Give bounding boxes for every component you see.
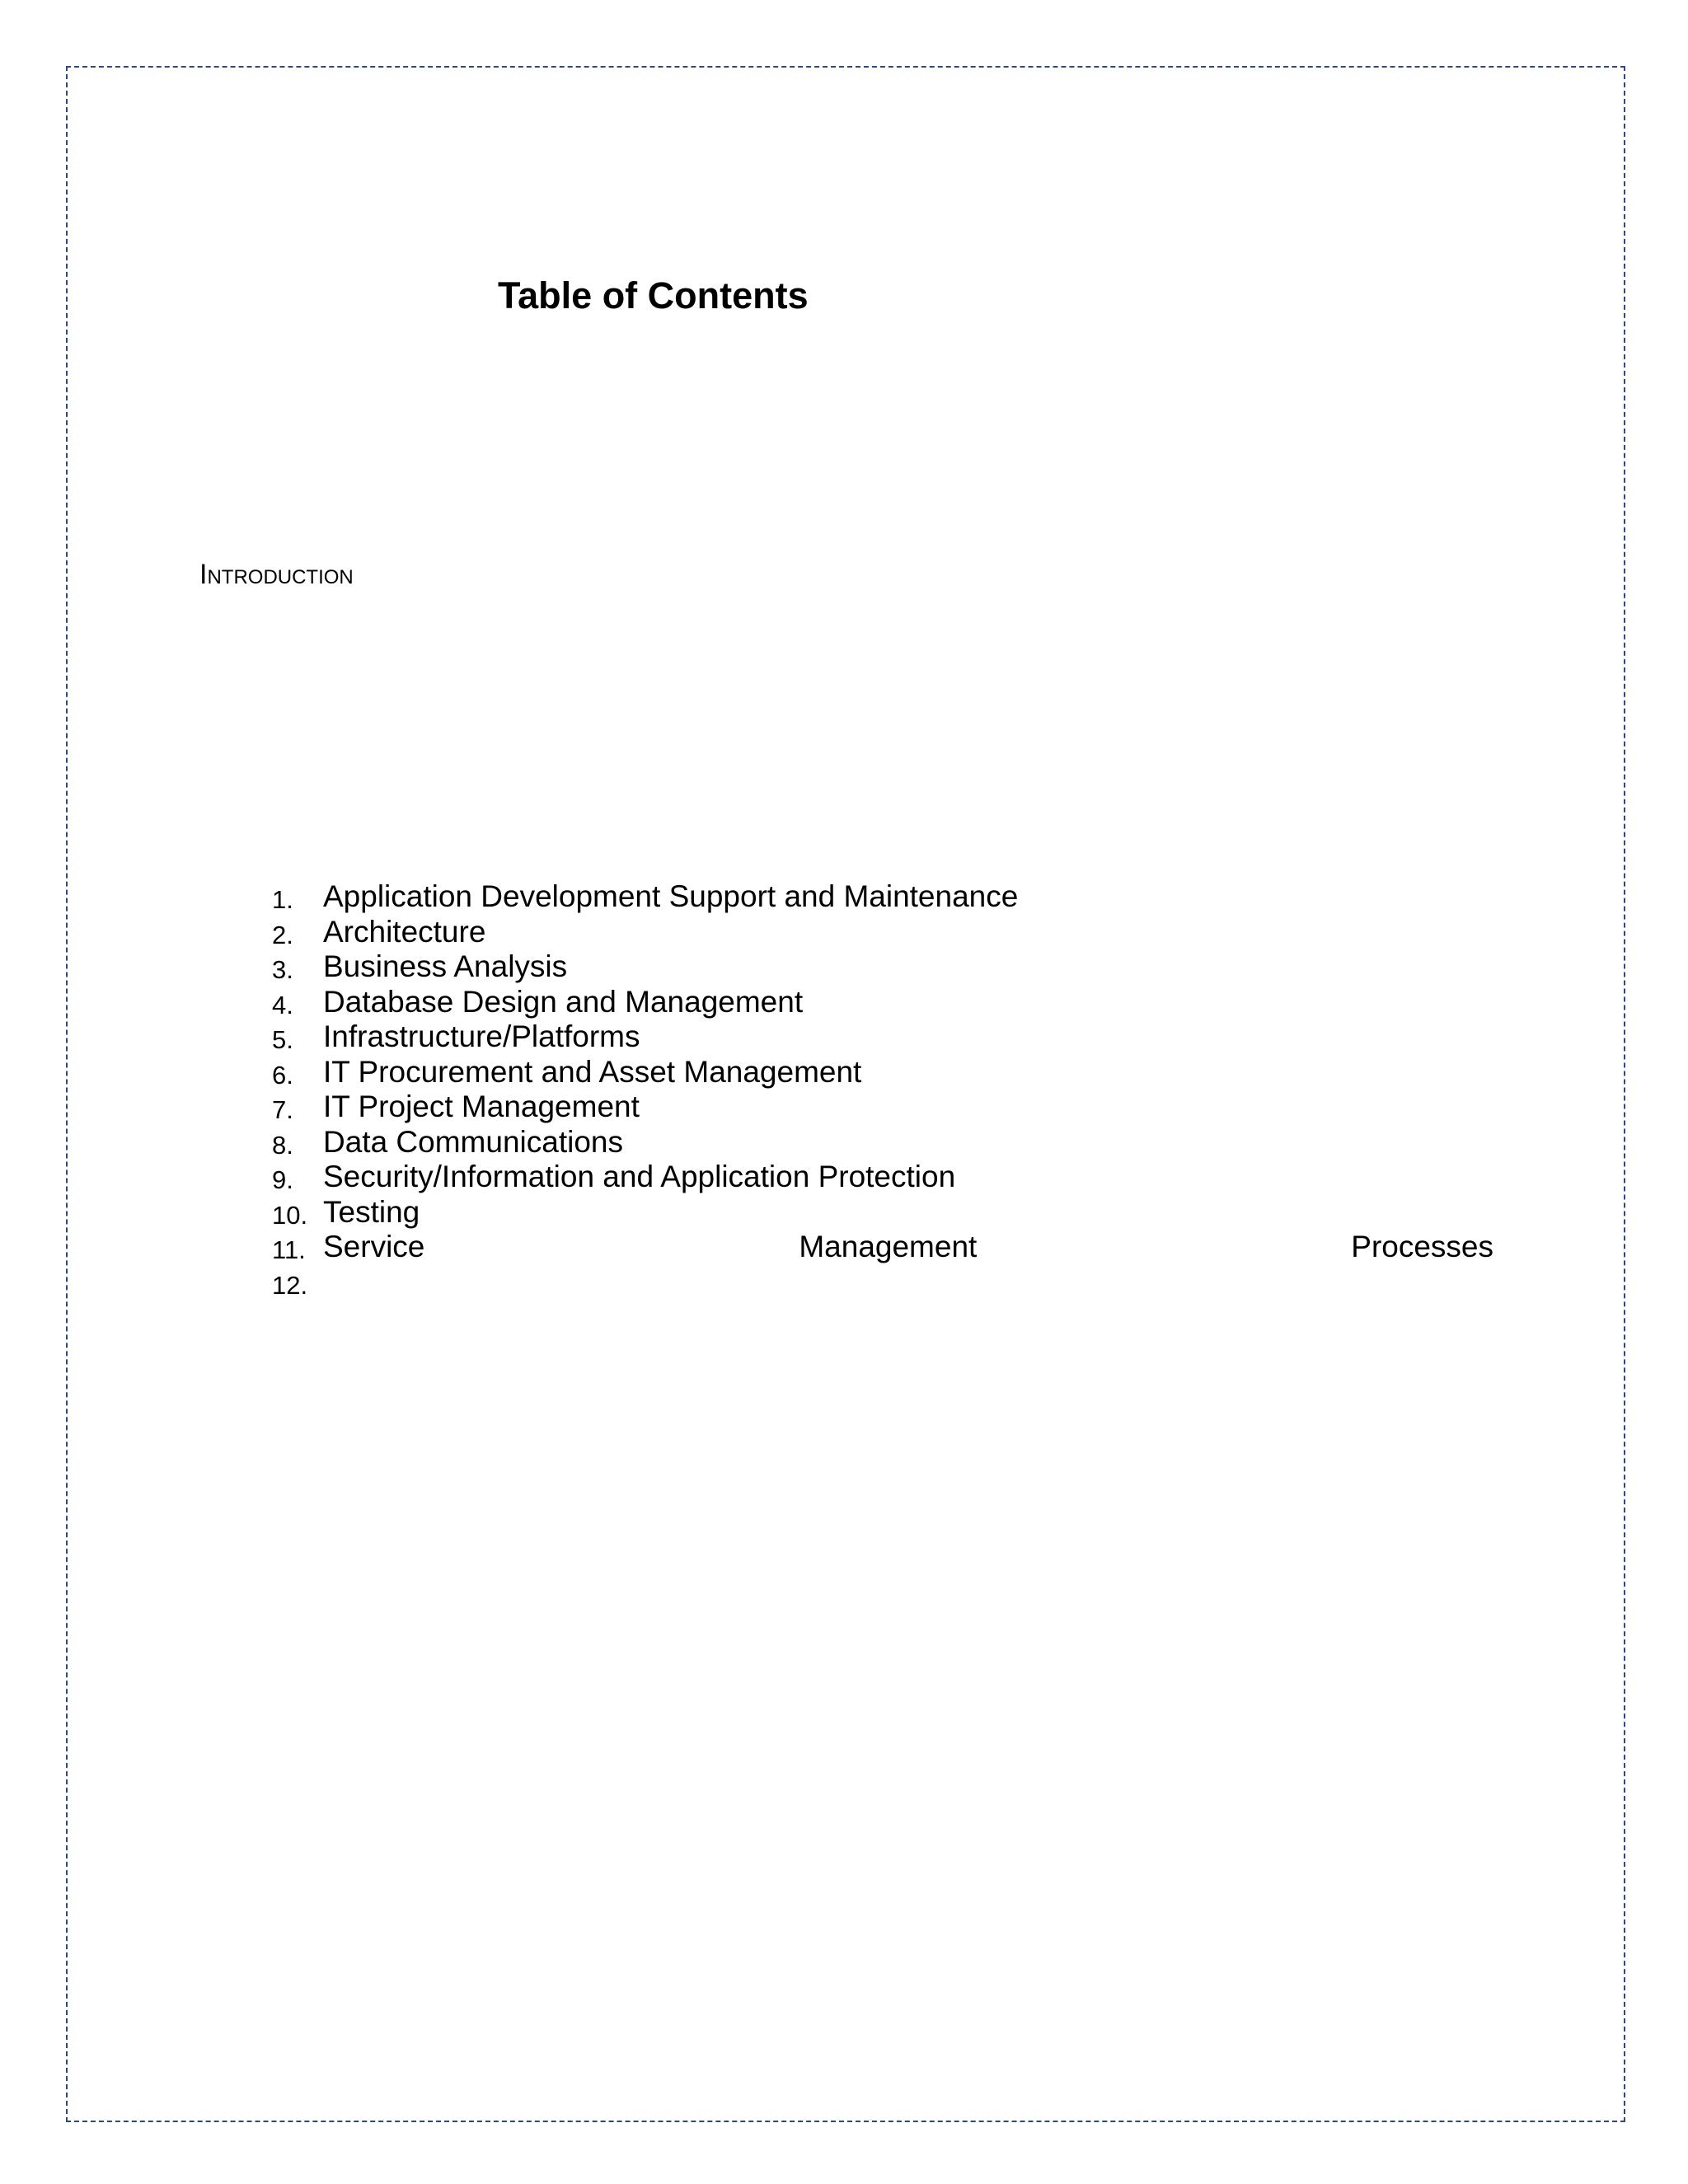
toc-item-number: 3.: [272, 955, 293, 984]
toc-item-label: Data Communications: [323, 1124, 623, 1159]
toc-item: [272, 1160, 1493, 1196]
toc-item-label: Infrastructure/Platforms: [323, 1019, 640, 1053]
toc-item-number: 8.: [272, 1130, 293, 1160]
page-title: Table of Contents: [498, 274, 809, 316]
toc-item-word: Management: [799, 1230, 978, 1263]
toc-item: [272, 1266, 1493, 1301]
toc-item-label: Architecture: [323, 914, 486, 949]
toc-item: [272, 1020, 1493, 1056]
toc-item-number: 1.: [272, 885, 293, 914]
toc-item-number: 6.: [272, 1060, 293, 1090]
toc-item-label: Database Design and Management: [323, 984, 804, 1019]
toc-item-number: 9.: [272, 1165, 293, 1194]
toc-item: [272, 1090, 1493, 1126]
toc-item: [272, 1196, 1493, 1231]
section-heading-introduction: Introduction: [199, 559, 354, 590]
toc-item: [272, 880, 1493, 916]
toc-item-label: Application Development Support and Maintenance: [323, 879, 1019, 913]
toc-list: [272, 880, 1493, 1301]
toc-item-number: 11.: [272, 1235, 306, 1264]
toc-item-word: Processes: [1351, 1230, 1493, 1263]
toc-item-label: IT Procurement and Asset Management: [323, 1054, 862, 1089]
toc-item-number: 7.: [272, 1095, 293, 1124]
toc-item-number: 4.: [272, 990, 293, 1019]
toc-item: [272, 1126, 1493, 1161]
toc-item-number: 12.: [272, 1270, 308, 1300]
toc-item: [272, 1230, 1493, 1266]
toc-item-label-justified: [323, 1230, 1493, 1264]
toc-item-word: Service: [323, 1230, 425, 1263]
toc-item-number: 5.: [272, 1025, 293, 1054]
toc-item: [272, 916, 1493, 951]
toc-item-label: IT Project Management: [323, 1090, 640, 1123]
toc-item-label: Business Analysis: [323, 949, 568, 983]
toc-item-label: Security/Information and Application Protection: [323, 1160, 956, 1193]
toc-item-number: 10.: [272, 1200, 308, 1230]
toc-item: [272, 1056, 1493, 1091]
toc-item-label: Testing: [323, 1194, 420, 1229]
toc-item: [272, 986, 1493, 1021]
toc-item: [272, 950, 1493, 986]
toc-item-number: 2.: [272, 920, 293, 949]
